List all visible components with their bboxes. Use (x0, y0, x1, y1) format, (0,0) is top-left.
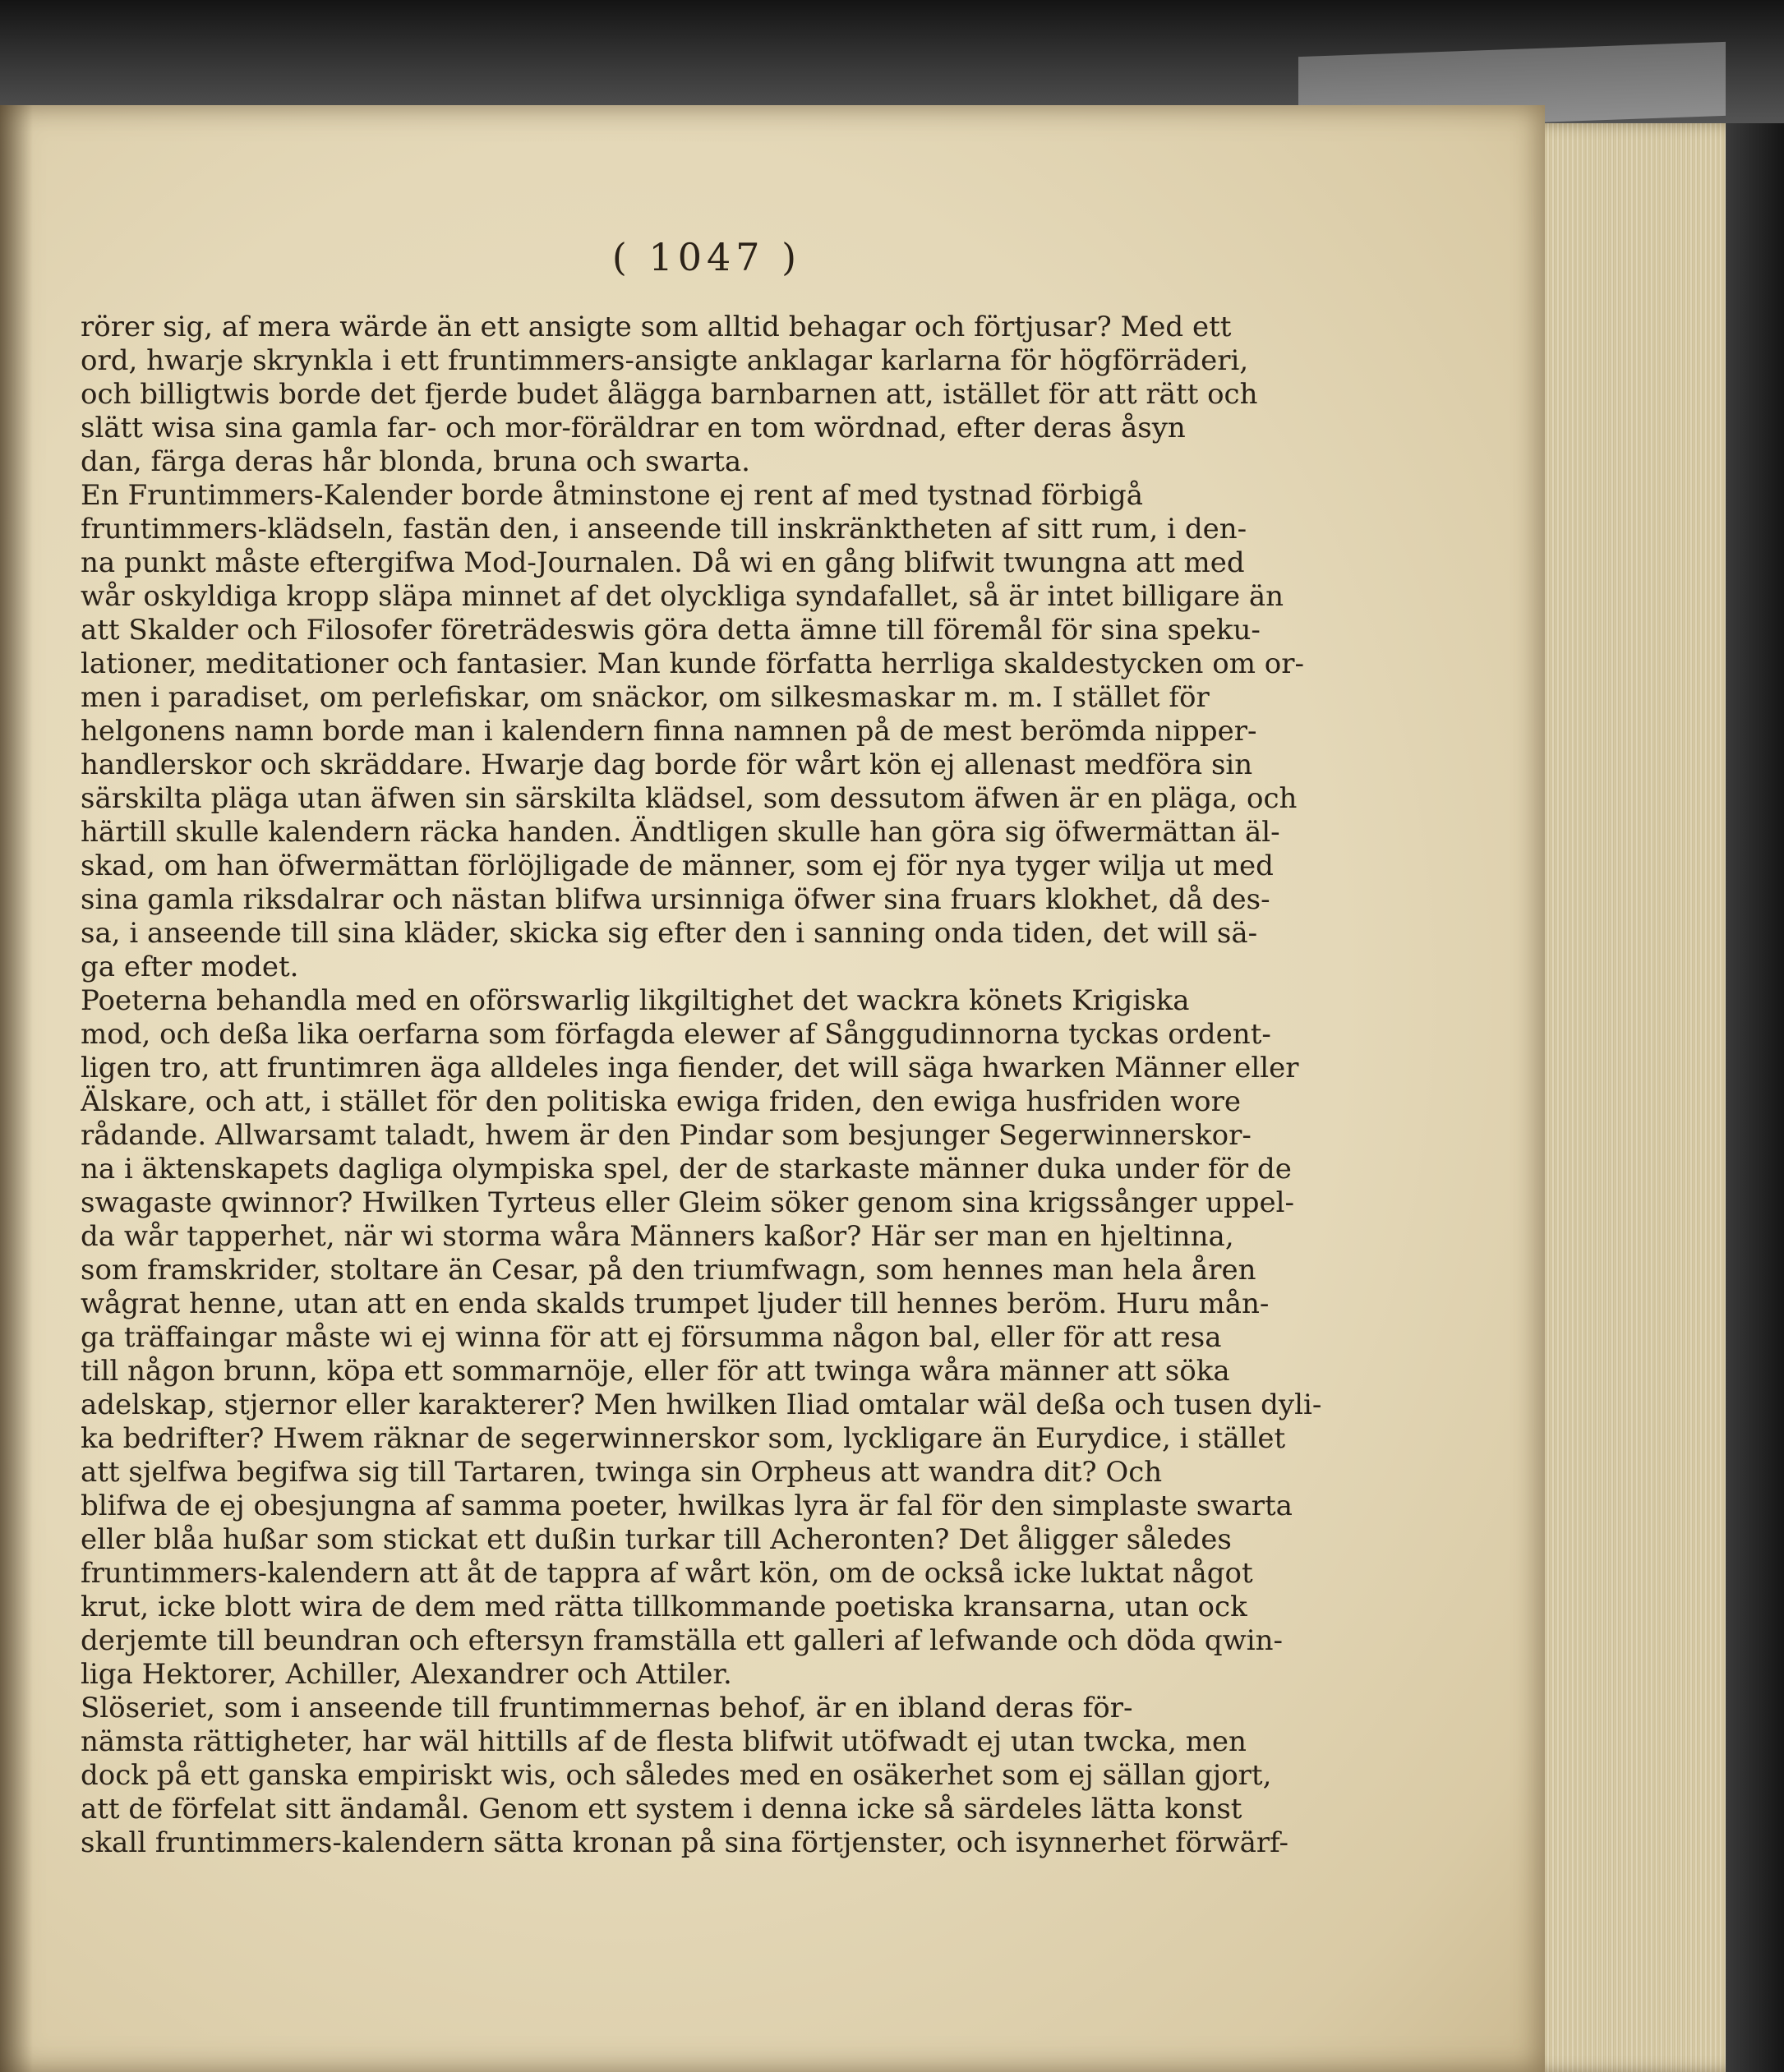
text-line: wågrat henne, utan att en enda skalds trumpet ljuder till hennes beröm. Huru mån- (81, 1287, 1270, 1320)
page-number: ( 1047 ) (611, 235, 802, 279)
text-line: att Skalder och Filosofer företrädeswis göra detta ämne till föremål för sina speku- (81, 614, 1261, 647)
text-line: na punkt måste eftergifwa Mod-Journalen. Då wi en gång blifwit twungna att med (81, 546, 1245, 579)
text-line: sa, i anseende till sina kläder, skicka sig efter den i sanning onda tiden, det will sä- (81, 917, 1258, 950)
text-line: liga Hektorer, Achiller, Alexandrer och Attiler. (81, 1658, 732, 1691)
text-line: krut, icke blott wira de dem med rätta tillkommande poetiska kransarna, utan ock (81, 1591, 1247, 1623)
text-line: wår oskyldiga kropp släpa minnet af det olyckliga syndafallet, så är intet billigare än (81, 580, 1284, 613)
gutter-shadow (0, 105, 33, 2072)
text-line: nämsta rättigheter, har wäl hittills af de flesta blifwit utöfwadt ej utan twcka, men (81, 1725, 1247, 1758)
text-line: särskilta pläga utan äfwen sin särskilta klädsel, som dessutom äfwen är en pläga, och (81, 782, 1298, 815)
text-line: Poeterna behandla med en oförswarlig likgiltighet det wackra könets Krigiska (81, 984, 1190, 1017)
text-line: men i paradiset, om perlefiskar, om snäckor, om silkesmaskar m. m. I stället för (81, 681, 1210, 714)
text-line: att de förfelat sitt ändamål. Genom ett system i denna icke så särdeles lätta konst (81, 1793, 1242, 1826)
text-line: fruntimmers-kalendern att åt de tappra af wårt kön, om de också icke luktat något (81, 1557, 1253, 1590)
text-line: och billigtwis borde det fjerde budet ålägga barnbarnen att, istället för att rätt och (81, 378, 1258, 411)
text-line: ka bedrifter? Hwem räknar de segerwinnerskor som, lyckligare än Eurydice, i stället (81, 1422, 1286, 1455)
text-line: dock på ett ganska empiriskt wis, och således med en osäkerhet som ej sällan gjort, (81, 1759, 1272, 1792)
text-line: sina gamla riksdalrar och nästan blifwa ursinniga öfwer sina fruars klokhet, då des- (81, 883, 1270, 916)
text-line: helgonens namn borde man i kalendern finna namnen på de mest berömda nipper- (81, 715, 1257, 748)
text-line: dan, färga deras hår blonda, bruna och swarta. (81, 445, 750, 478)
text-line: Slöseriet, som i anseende till fruntimmernas behof, är en ibland deras för- (81, 1692, 1133, 1724)
text-line: härtill skulle kalendern räcka handen. Ändtligen skulle han göra sig öfwermättan äl- (81, 816, 1280, 849)
text-line: slätt wisa sina gamla far- och mor-föräldrar en tom wördnad, efter deras åsyn (81, 412, 1186, 444)
text-line: rörer sig, af mera wärde än ett ansigte som alltid behagar och förtjusar? Med ett (81, 311, 1232, 343)
text-line: rådande. Allwarsamt taladt, hwem är den Pindar som besjunger Segerwinnerskor- (81, 1119, 1252, 1152)
text-line: ga efter modet. (81, 951, 299, 983)
text-line: till någon brunn, köpa ett sommarnöje, eller för att twinga wåra männer att söka (81, 1355, 1230, 1388)
text-line: handlerskor och skräddare. Hwarje dag borde för wårt kön ej allenast medföra sin (81, 748, 1253, 781)
text-line: swagaste qwinnor? Hwilken Tyrteus eller Gleim söker genom sina krigssånger uppel- (81, 1186, 1295, 1219)
text-line: Älskare, och att, i stället för den politiska ewiga friden, den ewiga husfriden wore (81, 1085, 1241, 1118)
text-line: ord, hwarje skrynkla i ett fruntimmers-ansigte anklagar karlarna för högförräderi, (81, 344, 1249, 377)
text-line: blifwa de ej obesjungna af samma poeter, hwilkas lyra är fal för den simplaste swarta (81, 1490, 1293, 1522)
text-line: da wår tapperhet, när wi storma wåra Männers kaßor? Här ser man en hjeltinna, (81, 1220, 1234, 1253)
text-line: na i äktenskapets dagliga olympiska spel, der de starkaste männer duka under för de (81, 1153, 1292, 1186)
text-line: ga träffaingar måste wi ej winna för att ej försumma någon bal, eller för att resa (81, 1321, 1222, 1354)
text-line: fruntimmers-klädseln, fastän den, i anseende till inskränktheten af sitt rum, i den- (81, 513, 1247, 546)
text-line: adelskap, stjernor eller karakterer? Men hwilken Iliad omtalar wäl deßa och tusen dyli- (81, 1388, 1322, 1421)
text-line: att sjelfwa begifwa sig till Tartaren, twinga sin Orpheus att wandra dit? Och (81, 1456, 1163, 1489)
text-line: som framskrider, stoltare än Cesar, på den triumfwagn, som hennes man hela åren (81, 1254, 1256, 1287)
text-line: derjemte till beundran och eftersyn framställa ett galleri af lefwande och döda qwin- (81, 1624, 1283, 1657)
text-line: skall fruntimmers-kalendern sätta kronan på sina förtjenster, och isynnerhet förwärf- (81, 1826, 1289, 1859)
background-right (1726, 123, 1784, 2072)
page-body-text (81, 311, 1338, 1860)
text-line: lationer, meditationer och fantasier. Man kunde författa herrliga skaldestycken om or- (81, 647, 1304, 680)
text-line: ligen tro, att fruntimren äga alldeles inga fiender, det will säga hwarken Männer eller (81, 1052, 1299, 1084)
text-line: En Fruntimmers-Kalender borde åtminstone ej rent af med tystnad förbigå (81, 479, 1144, 512)
text-line: skad, om han öfwermättan förlöjligade de männer, som ej för nya tyger wilja ut med (81, 850, 1274, 882)
text-line: eller blåa hußar som stickat ett dußin turkar till Acheronten? Det åligger således (81, 1523, 1232, 1556)
text-line: mod, och deßa lika oerfarna som förfagda elewer af Sånggudinnorna tyckas ordent- (81, 1018, 1271, 1051)
